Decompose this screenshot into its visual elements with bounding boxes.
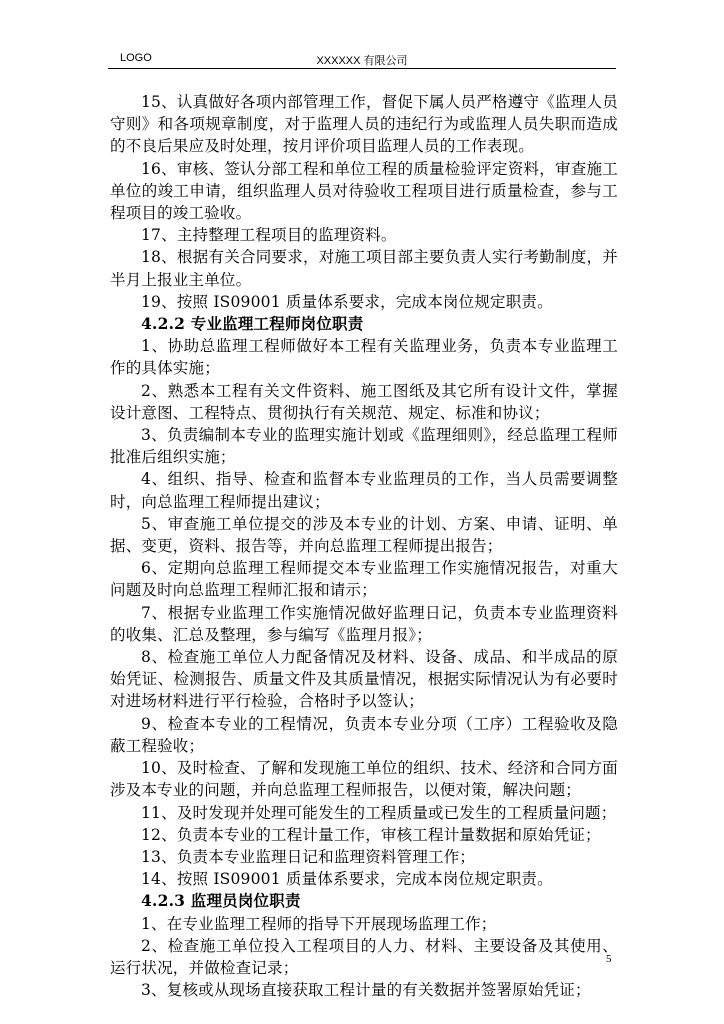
list-item: 18、根据有关合同要求，对施工项目部主要负责人实行考勤制度，并半月上报业主单位。 (110, 248, 618, 289)
header-company-name: XXXXXX 有限公司 (316, 55, 408, 67)
header-rule (108, 68, 616, 69)
list-item: 6、定期向总监理工程师提交本专业监理工作实施情况报告，对重大问题及时向总监理工程师汇报和请示； (110, 559, 618, 600)
list-item: 12、负责本专业的工程计量工作，审核工程计量数据和原始凭证； (141, 825, 601, 844)
list-item: 9、检查本专业的工程情况，负责本专业分项（工序）工程验收及隐蔽工程验收； (110, 714, 618, 755)
list-item: 3、复核或从现场直接获取工程计量的有关数据并签署原始凭证； (141, 981, 591, 1000)
page-header (108, 50, 616, 66)
document-body (110, 91, 618, 1001)
list-item: 16、审核、签认分部工程和单位工程的质量检验评定资料，审查施工单位的竣工申请，组织监理人员对待验收工程项目进行质量检查，参与工程项目的竣工验收。 (110, 159, 618, 223)
list-item: 10、及时检查、了解和发现施工单位的组织、技术、经济和合同方面涉及本专业的问题，并向总监理工程师报告，以便对策，解决问题； (110, 759, 618, 800)
list-item: 5、审查施工单位提交的涉及本专业的计划、方案、申请、证明、单据、变更，资料、报告等，并向总监理工程师提出报告； (110, 514, 618, 556)
page-number: 5 (606, 953, 612, 965)
list-item: 1、在专业监理工程师的指导下开展现场监理工作； (141, 914, 497, 933)
list-item: 19、按照 IS09001 质量体系要求，完成本岗位规定职责。 (141, 292, 553, 311)
list-item: 1、协助总监理工程师做好本工程有关监理业务，负责本专业监理工作的具体实施； (110, 337, 618, 378)
header-logo: LOGO (120, 52, 152, 64)
section-heading: 4.2.3 监理员岗位职责 (141, 891, 301, 911)
list-item: 4、组织、指导、检查和监督本专业监理员的工作，当人员需要调整时，向总监理工程师提出建议； (110, 470, 618, 511)
list-item: 3、负责编制本专业的监理实施计划或《监理细则》，经总监理工程师批准后组织实施； (110, 426, 618, 467)
list-item: 7、根据专业监理工作实施情况做好监理日记，负责本专业监理资料的收集、汇总及整理，参与编写《监理月报》； (110, 603, 618, 644)
list-item: 2、熟悉本工程有关文件资料、施工图纸及其它所有设计文件，掌握设计意图、工程特点、贯彻执行有关规范、规定、标准和协议； (110, 381, 618, 422)
list-item: 11、及时发现并处理可能发生的工程质量或已发生的工程质量问题； (141, 803, 617, 822)
list-item: 15、认真做好各项内部管理工作，督促下属人员严格遵守《监理人员守则》和各项规章制度，对于监理人员的违纪行为或监理人员失职而造成的不良后果应及时处理，按月评价项目监理人员的工作表现。 (110, 93, 618, 156)
section-heading: 4.2.2 专业监理工程师岗位职责 (141, 314, 364, 334)
list-item: 13、负责本专业监理日记和监理资料管理工作； (141, 847, 476, 866)
list-item: 14、按照 IS09001 质量体系要求，完成本岗位规定职责。 (141, 870, 553, 889)
list-item: 2、检查施工单位投入工程项目的人力、材料、主要设备及其使用、运行状况，并做检查记录； (110, 936, 618, 977)
list-item: 17、主持整理工程项目的监理资料。 (141, 226, 397, 245)
list-item: 8、检查施工单位人力配备情况及材料、设备、成品、和半成品的原始凭证、检测报告、质量文件及其质量情况，根据实际情况认为有必要时对进场材料进行平行检验，合格时予以签认； (110, 648, 618, 711)
